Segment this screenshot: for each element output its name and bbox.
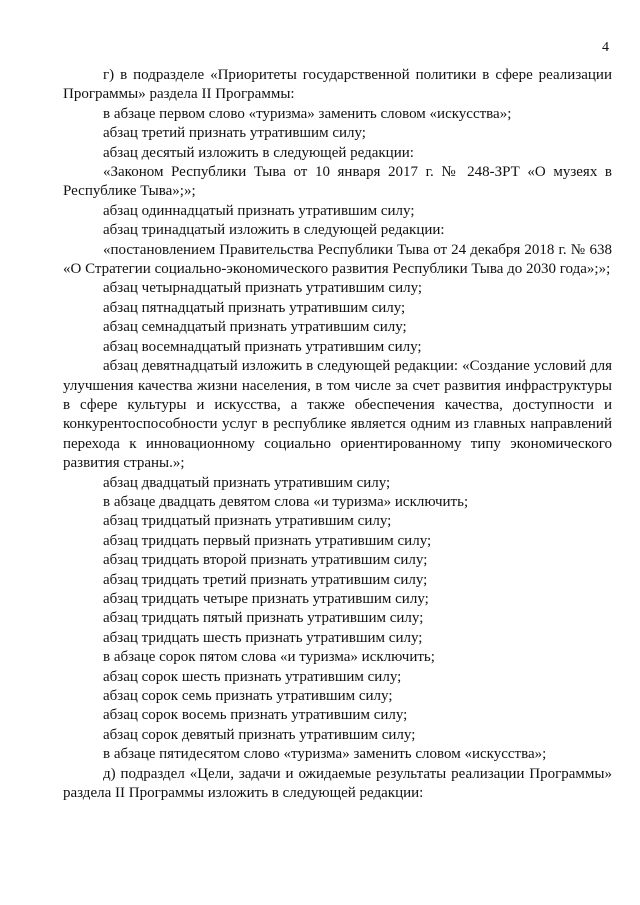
paragraph-amendment: абзац третий признать утратившим силу;	[103, 125, 366, 142]
paragraph-amendment: абзац пятнадцатый признать утратившим силу;	[103, 299, 406, 316]
paragraph-amendment: абзац двадцатый признать утратившим силу;	[103, 474, 391, 491]
paragraph-amendment: в абзаце двадцать девятом слова «и туризма» исключить;	[103, 493, 469, 510]
paragraph-amendment: абзац сорок шесть признать утратившим силу;	[103, 668, 402, 685]
paragraph-amendment: абзац сорок семь признать утратившим силу;	[103, 688, 393, 704]
paragraph-amendment: абзац тридцатый признать утратившим силу;	[103, 513, 392, 530]
paragraph-amendment: в абзаце пятидесятом слово «туризма» заменить словом «искусства»;	[103, 746, 547, 763]
paragraph-amendment: абзац тридцать третий признать утратившим силу;	[103, 571, 428, 588]
paragraph-amendment: абзац тридцать первый признать утратившим силу;	[103, 532, 432, 549]
paragraph-amendment: абзац семнадцатый признать утратившим силу;	[103, 319, 407, 336]
paragraph-amendment: абзац тринадцатый изложить в следующей редакции:	[103, 222, 445, 239]
paragraph-quoted-text: «постановлением Правительства Республики Тыва от 24 декабря 2018 г. № 638 «О Стратегии социально-экономического развития Республики Тыва до 2030 года»;»;	[63, 241, 612, 278]
paragraph-amendment: абзац тридцать шесть признать утратившим силу;	[103, 629, 423, 646]
paragraph-subsection-d: д) подраздел «Цели, задачи и ожидаемые результаты реализации Программы» раздела II Программы изложить в следующей редакции:	[63, 765, 612, 802]
paragraph-amendment: в абзаце сорок пятом слова «и туризма» исключить;	[103, 649, 435, 666]
paragraph-amendment: абзац тридцать пятый признать утратившим силу;	[103, 610, 424, 627]
paragraph-quoted-text: «Законом Республики Тыва от 10 января 2017 г. № 248-ЗРТ «О музеях в Республике Тыва»;»;	[63, 164, 612, 200]
paragraph-amendment: абзац сорок восемь признать утратившим силу;	[103, 707, 408, 724]
paragraph-amendment: абзац тридцать четыре признать утратившим силу;	[103, 590, 429, 607]
paragraph-amendment: в абзаце первом слово «туризма» заменить словом «искусства»;	[103, 105, 512, 122]
paragraph-amendment: абзац четырнадцатый признать утратившим силу;	[103, 280, 423, 297]
paragraph-amendment: абзац сорок девятый признать утратившим силу;	[103, 726, 416, 743]
paragraph-amendment: абзац тридцать второй признать утратившим силу;	[103, 552, 428, 569]
page-number: 4	[602, 40, 609, 55]
document-body	[63, 66, 612, 803]
paragraph-subsection-g: г) в подразделе «Приоритеты государственной политики в сфере реализации Программы» раздела II Программы:	[63, 67, 612, 103]
paragraph-amendment: абзац одиннадцатый признать утратившим силу;	[103, 202, 415, 219]
paragraph-quoted-text: абзац девятнадцатый изложить в следующей редакции: «Создание условий для улучшения качества жизни населения, в том числе за счет развития инфраструктуры в сфере культуры и искусства, а также обеспечения качества, доступности и конкурентоспособности услуг в республике является одним из главных направлений перехода к инновационному социально ориентированному типу экономического развития страны.»;	[63, 358, 612, 472]
paragraph-amendment: абзац десятый изложить в следующей редакции:	[103, 144, 414, 161]
paragraph-amendment: абзац восемнадцатый признать утратившим силу;	[103, 338, 422, 355]
